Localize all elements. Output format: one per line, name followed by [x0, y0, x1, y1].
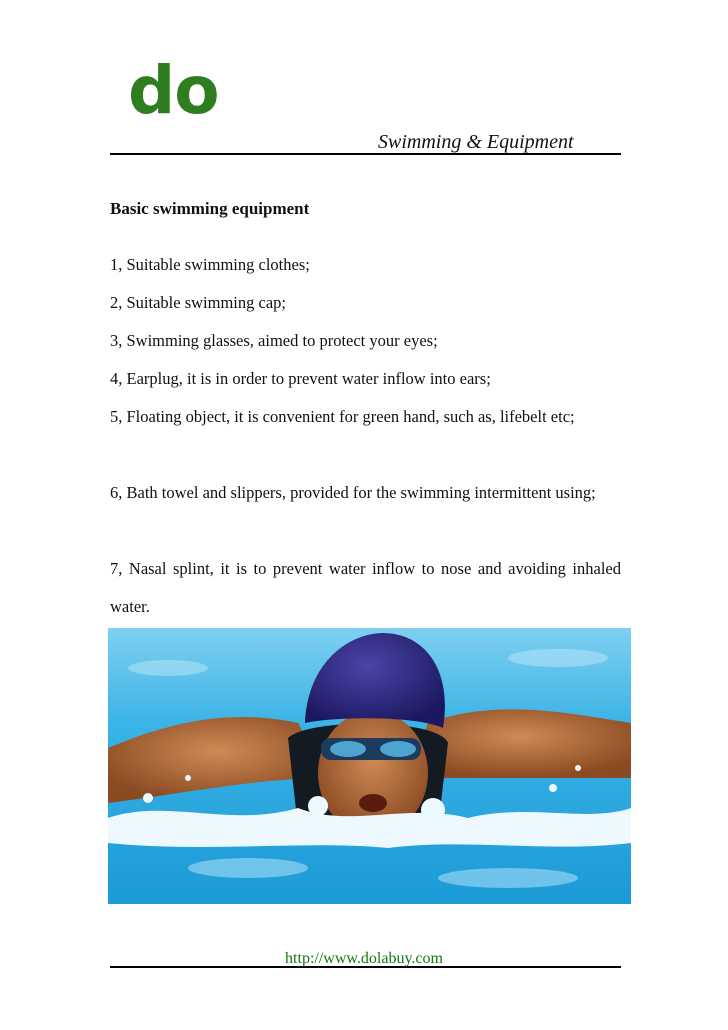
footer-website-link[interactable]: http://www.dolabuy.com [285, 950, 443, 967]
header-divider [110, 153, 621, 155]
logo: do [128, 52, 219, 129]
list-item: 5, Floating object, it is convenient for green hand, such as, lifebelt etc; [110, 407, 575, 426]
list-item: 6, Bath towel and slippers, provided for the swimming intermittent using; [110, 483, 596, 502]
list-item: 7, Nasal splint, it is to prevent water inflow to nose and avoiding inhaled water. [110, 559, 621, 616]
list-item: 1, Suitable swimming clothes; [110, 255, 310, 274]
section-heading: Basic swimming equipment [110, 199, 310, 218]
list-item: 4, Earplug, it is in order to prevent water inflow into ears; [110, 369, 491, 388]
swimmer-photo [108, 628, 631, 904]
list-item: 3, Swimming glasses, aimed to protect your eyes; [110, 331, 438, 350]
list-item: 2, Suitable swimming cap; [110, 293, 286, 312]
page-header-title: Swimming & Equipment [378, 131, 574, 153]
